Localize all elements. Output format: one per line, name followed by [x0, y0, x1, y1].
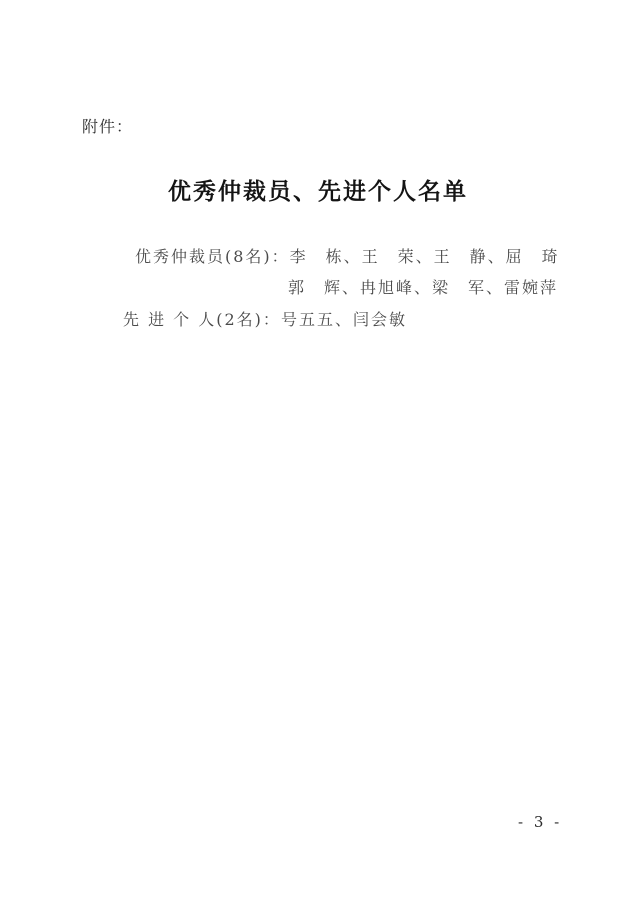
arbitrators-line-continued — [288, 272, 558, 303]
document-title: 优秀仲裁员、先进个人名单 — [168, 178, 468, 205]
advanced-individuals-line — [123, 304, 407, 335]
advanced-individuals-names: 号五五、闫会敏 — [280, 310, 407, 329]
arbitrators-names-row1: 李 栋、王 荣、王 静、屈 琦 — [289, 247, 560, 266]
page-number: - 3 - — [518, 813, 563, 831]
arbitrators-names-row2: 郭 辉、冉旭峰、梁 军、雷婉萍 — [288, 278, 559, 297]
attachment-label: 附件： — [82, 117, 134, 136]
advanced-individuals-label: 先 进 个 人(2名)： — [123, 310, 281, 329]
arbitrators-line — [135, 241, 560, 272]
arbitrators-label: 优秀仲裁员(8名)： — [135, 247, 290, 266]
